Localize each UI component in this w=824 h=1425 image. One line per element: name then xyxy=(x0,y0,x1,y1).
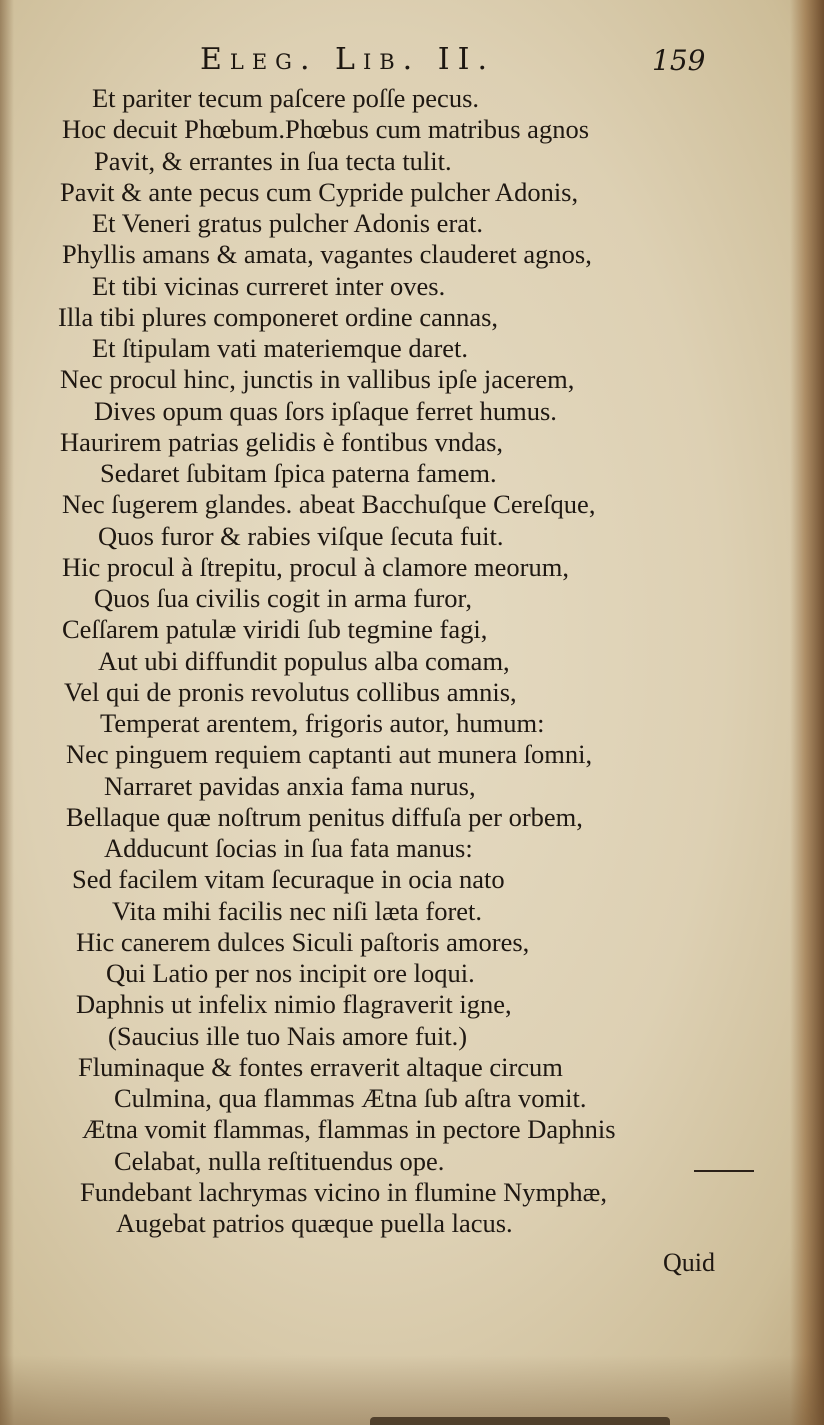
verse-line: Vel qui de pronis revolutus collibus amnis, xyxy=(64,676,517,707)
verse-line: Hic canerem dulces Siculi paſtoris amores, xyxy=(76,926,530,957)
verse-line: Daphnis ut infelix nimio flagraverit igne, xyxy=(76,989,512,1020)
page-bottom-shadow xyxy=(0,1355,824,1425)
verse-line: Qui Latio per nos incipit ore loqui. xyxy=(106,958,475,988)
verse-line: Vita mihi facilis nec niſi læta foret. xyxy=(112,895,483,926)
catchword: Quid xyxy=(663,1248,715,1277)
verse-line: Augebat patrios quæque puella lacus. xyxy=(116,1208,513,1238)
verse-line: (Saucius ille tuo Nais amore fuit.) xyxy=(108,1020,468,1051)
verse-line: Temperat arentem, frigoris autor, humum: xyxy=(100,708,545,738)
verse-line: Hic procul à ſtrepitu, procul à clamore meorum, xyxy=(62,551,569,582)
page-number: 159 xyxy=(652,44,706,77)
verse-line: Illa tibi plures componeret ordine cannas, xyxy=(58,301,499,332)
verse-line: Pavit, & errantes in ſua tecta tulit. xyxy=(94,145,452,176)
verse-line: Pavit & ante pecus cum Cypride pulcher Adonis, xyxy=(60,176,579,207)
verse-line: Et tibi vicinas curreret inter oves. xyxy=(92,270,446,301)
verse-line: Adducunt ſocias in ſua fata manus: xyxy=(104,833,473,863)
verse-line: Nec procul hinc, junctis in vallibus ipſe jacerem, xyxy=(60,364,575,395)
verse-line: Et pariter tecum paſcere poſſe pecus. xyxy=(92,83,480,113)
ink-dash xyxy=(694,1170,754,1172)
verse-line: Nec ſugerem glandes. abeat Bacchuſque Cereſque, xyxy=(62,489,596,520)
verse-line: Phyllis amans & amata, vagantes clauderet agnos, xyxy=(62,239,592,270)
verse-line: Celabat, nulla reſtituendus ope. xyxy=(114,1145,445,1176)
running-title: Eleg. Lib. II. xyxy=(200,42,495,77)
verse-line: Et Veneri gratus pulcher Adonis erat. xyxy=(92,208,484,238)
page-right-edge xyxy=(790,0,824,1425)
verse-line: Culmina, qua flammas Ætna ſub aſtra vomit. xyxy=(114,1083,587,1113)
verse-line: Ceſſarem patulæ viridi ſub tegmine fagi, xyxy=(62,614,488,645)
verse-line: Aut ubi diffundit populus alba comam, xyxy=(98,645,510,676)
verse-line: Et ſtipulam vati materiemque daret. xyxy=(92,333,469,363)
verse-line: Haurirem patrias gelidis è fontibus vndas, xyxy=(60,426,504,457)
verse-line: Fundebant lachrymas vicino in flumine Nymphæ, xyxy=(80,1176,607,1207)
verse-line: Ætna vomit flammas, flammas in pectore Daphnis xyxy=(82,1114,616,1145)
verse-line: Hoc decuit Phœbum.Phœbus cum matribus agnos xyxy=(62,114,590,145)
verse-line: Narraret pavidas anxia fama nurus, xyxy=(104,770,476,801)
verse-line: Quos ſua civilis cogit in arma furor, xyxy=(94,583,472,613)
verse-block xyxy=(0,83,780,1239)
verse-line: Sedaret ſubitam ſpica paterna famem. xyxy=(100,458,497,488)
binding-shadow xyxy=(370,1417,670,1425)
verse-line: Quos furor & rabies viſque ſecuta fuit. xyxy=(98,520,504,551)
verse-line: Nec pinguem requiem captanti aut munera ſomni, xyxy=(66,739,593,770)
verse-line: Dives opum quas ſors ipſaque ferret humus. xyxy=(94,395,557,426)
verse-line: Fluminaque & fontes erraverit altaque circum xyxy=(78,1051,563,1082)
verse-line: Sed facilem vitam ſecuraque in ocia nato xyxy=(72,864,505,895)
verse-line: Bellaque quæ noſtrum penitus diffuſa per orbem, xyxy=(66,801,583,832)
